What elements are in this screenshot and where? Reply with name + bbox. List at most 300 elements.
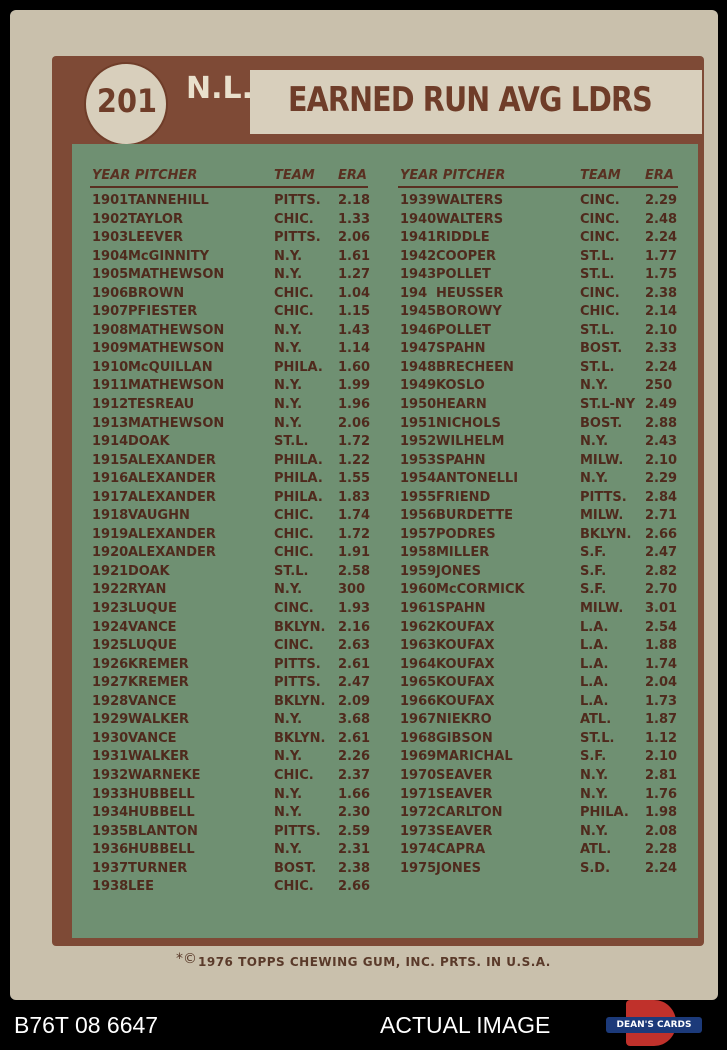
row-pitcher: MILLER (436, 545, 490, 561)
row-team: BOST. (580, 341, 623, 357)
row-year: 1975 (400, 860, 437, 876)
row-year: 1902 (92, 211, 129, 227)
row-pitcher: BLANTON (128, 823, 198, 839)
row-team: N.Y. (274, 341, 303, 357)
row-pitcher: KOUFAX (436, 675, 495, 691)
row-era: 2.24 (645, 230, 678, 246)
row-team: ST.L. (580, 322, 615, 338)
row-pitcher: JONES (436, 860, 482, 876)
leader-row (400, 656, 690, 675)
leader-row (92, 359, 372, 378)
row-year: 1914 (92, 434, 129, 450)
row-team: MILW. (580, 452, 624, 468)
row-era: 1.91 (338, 545, 371, 561)
row-year: 1960 (400, 582, 437, 598)
row-era: 2.58 (338, 563, 371, 579)
row-year: 1954 (400, 471, 437, 487)
row-era: 1.87 (645, 712, 678, 728)
row-year: 1970 (400, 767, 437, 783)
row-team: CINC. (580, 193, 620, 208)
row-team: S.F. (580, 545, 607, 561)
row-era: 3.68 (338, 712, 371, 728)
row-era: 2.66 (338, 879, 371, 895)
row-team: N.Y. (580, 378, 609, 394)
leader-row (92, 860, 372, 879)
row-era: 2.06 (338, 230, 371, 246)
row-team: BKLYN. (580, 526, 632, 542)
row-team: CINC. (580, 230, 620, 246)
header-era-left: ERA (338, 168, 367, 183)
row-team: ATL. (580, 842, 612, 858)
row-era: 2.08 (645, 823, 678, 839)
row-pitcher: RYAN (128, 582, 167, 598)
row-era: 2.84 (645, 489, 678, 505)
row-era: 2.61 (338, 730, 371, 746)
leader-row (400, 322, 690, 341)
deans-cards-logo: DEAN'S CARDS (606, 1017, 702, 1033)
row-era: 2.48 (645, 211, 678, 227)
row-year: 1919 (92, 526, 129, 542)
header-year-pitcher-left: YEAR PITCHER (92, 168, 198, 183)
row-team: CHIC. (274, 211, 314, 227)
actual-image-label: ACTUAL IMAGE (380, 1012, 551, 1038)
row-pitcher: McCORMICK (436, 582, 525, 598)
row-team: S.D. (580, 860, 611, 876)
row-pitcher: COOPER (436, 248, 497, 264)
row-year: 1916 (92, 471, 129, 487)
row-year: 1956 (400, 508, 437, 524)
row-year: 1941 (400, 230, 437, 246)
row-team: N.Y. (274, 267, 303, 283)
row-team: N.Y. (274, 786, 303, 802)
row-pitcher: KOUFAX (436, 693, 495, 709)
row-year: 1957 (400, 526, 437, 542)
row-year: 1952 (400, 434, 437, 450)
leader-row (400, 600, 690, 619)
leader-row (92, 452, 372, 471)
row-era: 1.88 (645, 638, 678, 654)
row-team: MILW. (580, 601, 624, 617)
row-year: 1965 (400, 675, 437, 691)
row-year: 1922 (92, 582, 129, 598)
right-leaders-list (400, 192, 690, 878)
row-team: L.A. (580, 675, 609, 691)
row-pitcher: FRIEND (436, 489, 491, 505)
row-era: 1.77 (645, 248, 678, 264)
row-pitcher: LUQUE (128, 601, 177, 617)
row-year: 1953 (400, 452, 437, 468)
row-year: 1927 (92, 675, 129, 691)
leader-row (400, 637, 690, 656)
row-pitcher: TAYLOR (128, 211, 183, 227)
leader-row (92, 823, 372, 842)
leader-row (400, 748, 690, 767)
row-team: CHIC. (274, 879, 314, 895)
row-pitcher: ALEXANDER (128, 526, 216, 542)
row-year: 1938 (92, 879, 129, 895)
row-year: 1950 (400, 397, 437, 413)
row-year: 1936 (92, 842, 129, 858)
row-era: 1.83 (338, 489, 371, 505)
row-team: L.A. (580, 619, 609, 635)
row-year: 1963 (400, 638, 437, 654)
leader-row (400, 526, 690, 545)
row-era: 2.28 (645, 842, 678, 858)
leader-row (92, 507, 372, 526)
row-pitcher: WILHELM (436, 434, 505, 450)
row-pitcher: HUBBELL (128, 786, 195, 802)
row-era: 2.63 (338, 638, 371, 654)
row-era: 2.29 (645, 471, 678, 487)
row-team: PITTS. (274, 656, 321, 672)
row-pitcher: NICHOLS (436, 415, 501, 431)
leader-row (400, 470, 690, 489)
row-team: PITTS. (274, 193, 321, 208)
row-era: 1.72 (338, 526, 371, 542)
leader-row (400, 619, 690, 638)
row-era: 1.55 (338, 471, 371, 487)
leader-row (400, 804, 690, 823)
leader-row (92, 693, 372, 712)
leader-row (92, 878, 372, 897)
leader-row (92, 786, 372, 805)
row-year: 1928 (92, 693, 129, 709)
leader-row (92, 285, 372, 304)
row-era: 2.09 (338, 693, 371, 709)
row-pitcher: WALTERS (436, 211, 504, 227)
row-team: MILW. (580, 508, 624, 524)
row-team: N.Y. (580, 767, 609, 783)
row-pitcher: PFIESTER (128, 304, 198, 320)
row-year: 1931 (92, 749, 129, 765)
leader-row (92, 433, 372, 452)
row-team: L.A. (580, 656, 609, 672)
row-year: 1915 (92, 452, 129, 468)
row-year: 1903 (92, 230, 129, 246)
header-team-right: TEAM (580, 168, 621, 183)
leader-row (400, 693, 690, 712)
row-pitcher: DOAK (128, 563, 170, 579)
row-year: 1920 (92, 545, 129, 561)
row-year: 1908 (92, 322, 129, 338)
row-pitcher: SEAVER (436, 823, 493, 839)
leader-row (400, 192, 690, 211)
row-era: 2.38 (645, 285, 678, 301)
row-team: ST.L. (274, 563, 309, 579)
row-year: 1945 (400, 304, 437, 320)
row-era: 300 (338, 582, 366, 598)
row-team: PHILA. (274, 452, 323, 468)
row-pitcher: KOUFAX (436, 656, 495, 672)
row-era: 1.75 (645, 267, 678, 283)
row-era: 1.33 (338, 211, 371, 227)
row-year: 1964 (400, 656, 437, 672)
row-year: 194 (400, 285, 428, 301)
row-pitcher: McGINNITY (128, 248, 210, 264)
row-pitcher: LUQUE (128, 638, 177, 654)
leader-row (92, 396, 372, 415)
row-pitcher: MATHEWSON (128, 322, 225, 338)
row-year: 1959 (400, 563, 437, 579)
row-era: 2.16 (338, 619, 371, 635)
row-pitcher: WARNEKE (128, 767, 201, 783)
row-era: 2.43 (645, 434, 678, 450)
row-team: BOST. (274, 860, 317, 876)
leader-row (400, 340, 690, 359)
row-team: PHILA. (274, 489, 323, 505)
row-era: 1.14 (338, 341, 371, 357)
left-leaders-list (92, 192, 372, 897)
row-year: 1912 (92, 397, 129, 413)
row-pitcher: PODRES (436, 526, 496, 542)
row-pitcher: SEAVER (436, 767, 493, 783)
row-era: 2.61 (338, 656, 371, 672)
row-pitcher: ALEXANDER (128, 452, 216, 468)
row-team: N.Y. (274, 712, 303, 728)
row-team: BKLYN. (274, 619, 326, 635)
row-era: 1.98 (645, 805, 678, 821)
row-team: PITTS. (580, 489, 627, 505)
card-number: 201 (96, 82, 158, 120)
leader-row (92, 266, 372, 285)
leader-row (92, 211, 372, 230)
leader-row (92, 192, 372, 211)
leader-row (92, 340, 372, 359)
row-team: N.Y. (274, 397, 303, 413)
row-pitcher: KOUFAX (436, 619, 495, 635)
row-era: 1.60 (338, 359, 371, 375)
row-era: 1.66 (338, 786, 371, 802)
row-year: 1933 (92, 786, 129, 802)
header-rule-left (90, 186, 368, 188)
row-era: 250 (645, 378, 673, 394)
row-pitcher: BROWN (128, 285, 185, 301)
row-pitcher: LEEVER (128, 230, 183, 246)
row-year: 1934 (92, 805, 129, 821)
leader-row (400, 396, 690, 415)
row-year: 1917 (92, 489, 129, 505)
leader-row (400, 229, 690, 248)
leader-row (92, 303, 372, 322)
row-era: 1.93 (338, 601, 371, 617)
row-era: 1.15 (338, 304, 371, 320)
row-team: BOST. (580, 415, 623, 431)
leader-row (400, 711, 690, 730)
leader-row (92, 656, 372, 675)
leader-row (400, 415, 690, 434)
row-era: 2.38 (338, 860, 371, 876)
leader-row (92, 322, 372, 341)
row-era: 1.74 (645, 656, 678, 672)
row-pitcher: LEE (128, 879, 155, 895)
leader-row (92, 470, 372, 489)
row-year: 1972 (400, 805, 437, 821)
row-team: N.Y. (580, 471, 609, 487)
row-era: 2.24 (645, 860, 678, 876)
row-era: 2.37 (338, 767, 371, 783)
row-era: 2.49 (645, 397, 678, 413)
row-era: 2.70 (645, 582, 678, 598)
row-year: 1924 (92, 619, 129, 635)
row-era: 1.22 (338, 452, 371, 468)
leader-row (400, 377, 690, 396)
row-pitcher: ALEXANDER (128, 471, 216, 487)
copyright-footer: 1976 TOPPS CHEWING GUM, INC. PRTS. IN U.S.A. (198, 955, 551, 969)
row-team: PHILA. (274, 359, 323, 375)
row-era: 2.33 (645, 341, 678, 357)
row-year: 1910 (92, 359, 129, 375)
row-team: N.Y. (580, 786, 609, 802)
row-year: 1966 (400, 693, 437, 709)
row-pitcher: MATHEWSON (128, 415, 225, 431)
row-pitcher: SPAHN (436, 341, 486, 357)
leader-row (400, 452, 690, 471)
row-pitcher: VANCE (128, 730, 177, 746)
leader-row (400, 563, 690, 582)
leader-row (92, 581, 372, 600)
row-pitcher: KOSLO (436, 378, 485, 394)
row-year: 1907 (92, 304, 129, 320)
row-era: 2.04 (645, 675, 678, 691)
row-team: PHILA. (580, 805, 629, 821)
row-team: CINC. (274, 601, 314, 617)
row-year: 1940 (400, 211, 437, 227)
row-era: 2.18 (338, 193, 371, 208)
leader-row (92, 841, 372, 860)
row-pitcher: VANCE (128, 693, 177, 709)
row-team: ATL. (580, 712, 612, 728)
leader-row (92, 377, 372, 396)
row-pitcher: SEAVER (436, 786, 493, 802)
leader-row (92, 526, 372, 545)
row-year: 1939 (400, 193, 437, 208)
leader-row (92, 415, 372, 434)
row-team: CHIC. (274, 545, 314, 561)
leader-row (400, 786, 690, 805)
row-pitcher: CARLTON (436, 805, 503, 821)
row-team: CINC. (274, 638, 314, 654)
row-year: 1973 (400, 823, 437, 839)
leader-row (400, 767, 690, 786)
leader-row (400, 359, 690, 378)
row-pitcher: BURDETTE (436, 508, 514, 524)
row-year: 1921 (92, 563, 129, 579)
leader-row (92, 711, 372, 730)
leader-row (400, 860, 690, 879)
row-pitcher: NIEKRO (436, 712, 492, 728)
leader-row (400, 266, 690, 285)
leader-row (400, 544, 690, 563)
row-team: CHIC. (274, 285, 314, 301)
leader-row (92, 730, 372, 749)
row-pitcher: GIBSON (436, 730, 493, 746)
leader-row (400, 248, 690, 267)
leader-row (92, 248, 372, 267)
leader-row (400, 211, 690, 230)
row-era: 1.04 (338, 285, 371, 301)
leader-row (400, 674, 690, 693)
row-year: 1951 (400, 415, 437, 431)
row-year: 1968 (400, 730, 437, 746)
row-pitcher: JONES (436, 563, 482, 579)
row-year: 1904 (92, 248, 129, 264)
row-pitcher: WALKER (128, 749, 190, 765)
row-pitcher: MARICHAL (436, 749, 513, 765)
leader-row (92, 619, 372, 638)
row-team: CHIC. (274, 767, 314, 783)
row-team: N.Y. (274, 378, 303, 394)
row-team: N.Y. (274, 415, 303, 431)
row-pitcher: POLLET (436, 267, 491, 283)
row-year: 1905 (92, 267, 129, 283)
row-era: 1.43 (338, 322, 371, 338)
row-team: PITTS. (274, 230, 321, 246)
row-era: 2.81 (645, 767, 678, 783)
row-team: CHIC. (274, 526, 314, 542)
row-year: 1948 (400, 359, 437, 375)
row-pitcher: TANNEHILL (128, 193, 209, 208)
row-year: 1918 (92, 508, 129, 524)
leader-row (92, 600, 372, 619)
row-team: N.Y. (580, 434, 609, 450)
row-pitcher: DOAK (128, 434, 170, 450)
row-era: 1.12 (645, 730, 678, 746)
row-era: 1.74 (338, 508, 371, 524)
row-pitcher: POLLET (436, 322, 491, 338)
row-pitcher: TURNER (128, 860, 188, 876)
row-pitcher: TESREAU (128, 397, 195, 413)
row-year: 1958 (400, 545, 437, 561)
row-era: 2.47 (645, 545, 678, 561)
row-pitcher: BRECHEEN (436, 359, 514, 375)
row-era: 2.54 (645, 619, 678, 635)
copyright-mark: *© (176, 951, 197, 967)
row-team: N.Y. (274, 749, 303, 765)
row-team: N.Y. (580, 823, 609, 839)
row-pitcher: HUBBELL (128, 805, 195, 821)
row-team: CHIC. (580, 304, 620, 320)
row-team: ST.L. (274, 434, 309, 450)
row-year: 1930 (92, 730, 129, 746)
row-year: 1974 (400, 842, 437, 858)
row-year: 1946 (400, 322, 437, 338)
row-era: 2.29 (645, 193, 678, 208)
leader-row (400, 581, 690, 600)
row-era: 2.71 (645, 508, 678, 524)
row-era: 1.76 (645, 786, 678, 802)
row-era: 3.01 (645, 601, 678, 617)
row-year: 1967 (400, 712, 437, 728)
row-pitcher: WALTERS (436, 193, 504, 208)
row-team: S.F. (580, 749, 607, 765)
row-era: 2.59 (338, 823, 371, 839)
row-era: 1.73 (645, 693, 678, 709)
row-team: N.Y. (274, 322, 303, 338)
row-pitcher: ALEXANDER (128, 489, 216, 505)
cert-id: B76T 08 6647 (14, 1012, 159, 1038)
row-year: 1926 (92, 656, 129, 672)
row-team: CHIC. (274, 304, 314, 320)
row-team: BKLYN. (274, 730, 326, 746)
leader-row (92, 563, 372, 582)
row-team: N.Y. (274, 842, 303, 858)
row-pitcher: SPAHN (436, 452, 486, 468)
leader-row (92, 674, 372, 693)
header-year-pitcher-right: YEAR PITCHER (400, 168, 506, 183)
row-era: 2.10 (645, 452, 678, 468)
row-team: PHILA. (274, 471, 323, 487)
row-era: 2.10 (645, 322, 678, 338)
